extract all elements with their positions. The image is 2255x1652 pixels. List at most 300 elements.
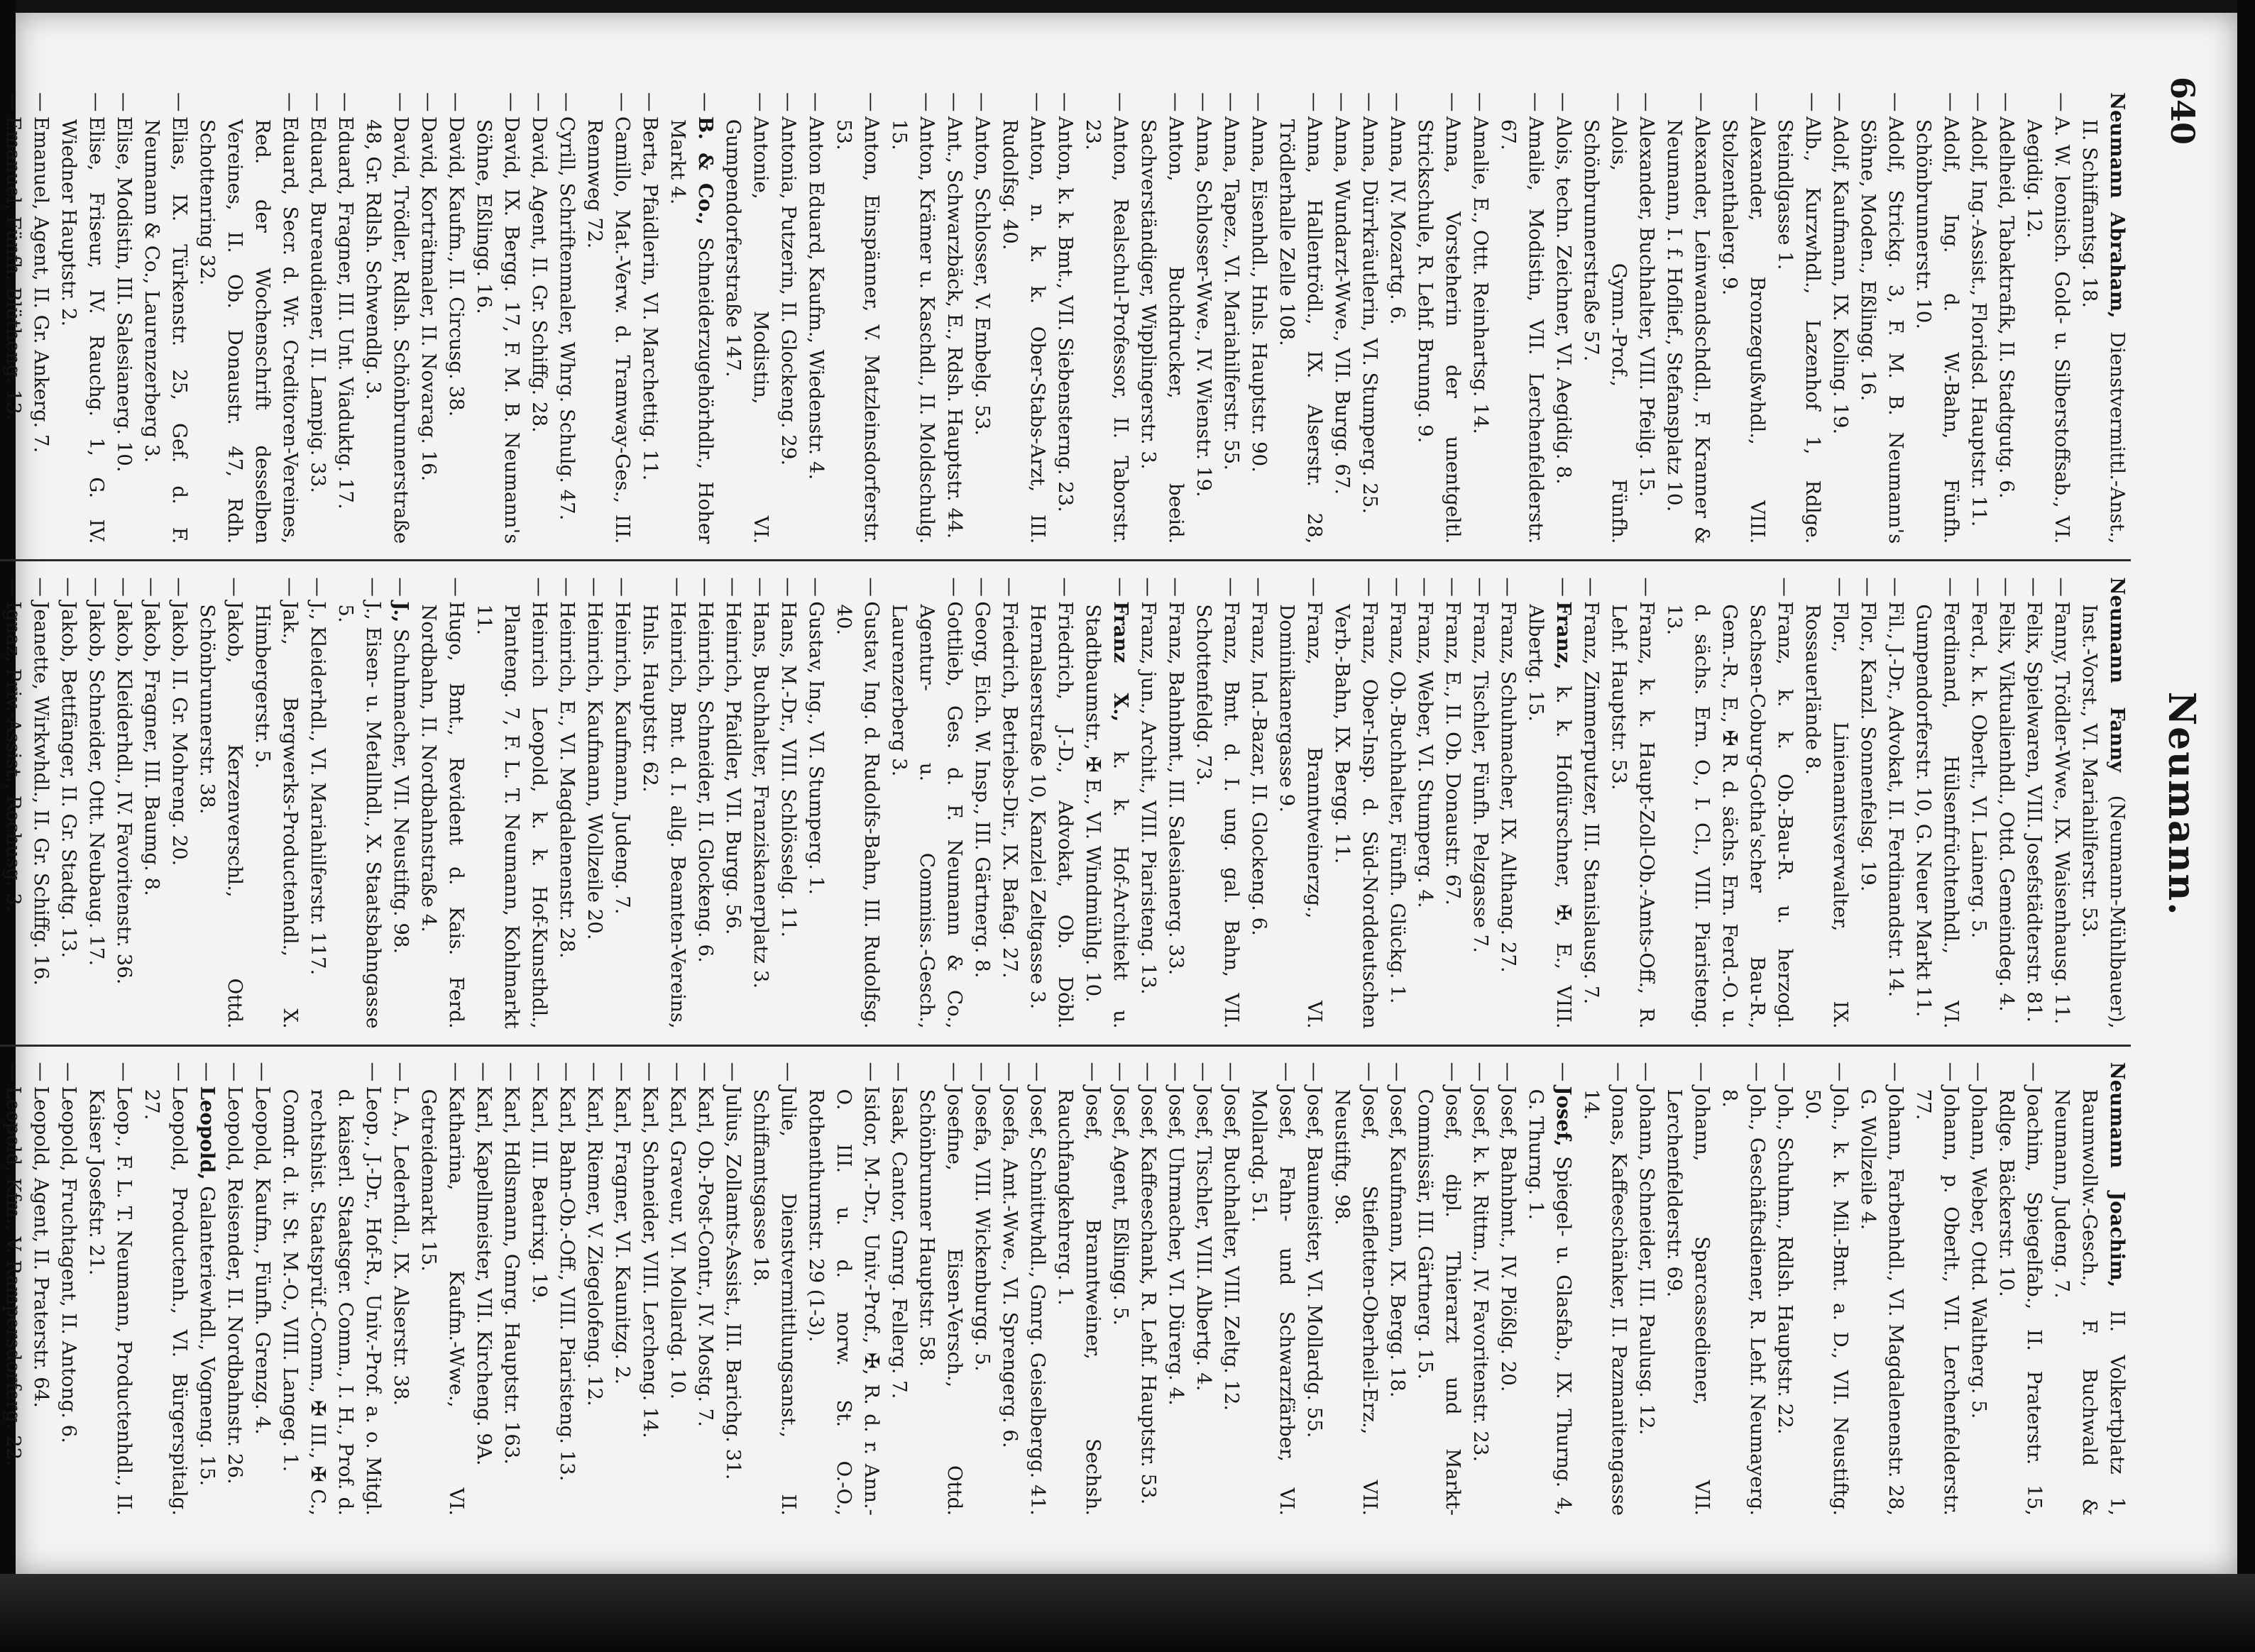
entry-details: Riemer, V. Ziegelofeng. 12. — [583, 1140, 606, 1406]
entry-details: jun., Archit., VIII. Piaristeng. 13. — [1137, 671, 1160, 995]
directory-entry — [1522, 1062, 1577, 1516]
entry-details: k. k. Haupt-Zoll-Ob.-Amts-Off., R. Lehf. Hauptstr. 53. — [1608, 604, 1658, 1029]
entry-name: Joh., — [1746, 1086, 1769, 1131]
directory-entry — [996, 92, 1051, 544]
entry-details: Schlosser-Wwe., IV. Wienstr. 19. — [1192, 180, 1215, 497]
entry-dash: — — [777, 1062, 800, 1082]
entry-name: Josef, — [1497, 1086, 1520, 1140]
directory-entry — [1909, 577, 1965, 1028]
entry-details: techn. Zeichner, VI. Aegidig. 8. — [1552, 177, 1575, 485]
entry-name: Ant., — [943, 116, 966, 164]
directory-entry — [664, 92, 719, 544]
entry-dash: — — [1192, 1062, 1215, 1082]
entry-dash: — — [113, 1062, 136, 1082]
entry-dash: — — [390, 92, 412, 112]
entry-name: Leopold, — [224, 1086, 246, 1172]
entry-details: Kleiderhdl., VI. Mariahilferstr. 117. — [307, 626, 329, 976]
directory-entry — [1134, 577, 1162, 1028]
entry-name: Karl, — [556, 1086, 578, 1135]
entry-name: Franz, — [1303, 601, 1326, 665]
entry-name: Franz, — [1165, 601, 1187, 665]
entry-details: leonisch. Gold- u. Silberstoffsab., VI. Aegidig. 12. — [2023, 119, 2073, 544]
entry-name: Alexander, — [1746, 116, 1769, 221]
entry-dash: — — [1386, 1062, 1409, 1082]
entry-name: Emanuel, — [30, 116, 53, 210]
entry-dash: — — [1995, 92, 2018, 112]
entry-dash: — — [971, 577, 994, 597]
entry-dash: — — [1137, 1062, 1160, 1082]
entry-details: Fahn- und Schwarzfärber, VI. Mollardg. 51. — [1248, 1089, 1298, 1516]
directory-entry — [1411, 92, 1466, 544]
entry-dash: — — [1552, 92, 1575, 112]
entry-details: Schuhmacher, IX. Althang. 27. — [1497, 671, 1520, 973]
entry-details: Tabaktrafik, II. Stadtgutg. 6. — [1995, 216, 2018, 499]
entry-name: Franz, — [1386, 601, 1409, 665]
directory-entry — [304, 577, 331, 1028]
entry-dash: — — [2, 577, 25, 597]
directory-entry — [802, 92, 830, 544]
directory-entry — [1799, 1062, 1854, 1516]
entry-details: Reisender, II. Nordbahnstr. 26. — [224, 1177, 246, 1485]
entry-dash: — — [583, 577, 606, 597]
entry-name: Leopold, — [168, 1086, 191, 1172]
entry-name: Amalie, E., — [1469, 116, 1492, 224]
entry-dash: — — [999, 1062, 1021, 1082]
entry-name: Heinrich, — [556, 601, 578, 694]
entry-name: Adolf, — [1940, 116, 1963, 174]
entry-details: Fragner, III. Unt. Viaduktg. 17. — [334, 202, 357, 510]
entry-details: Kurzwhdl., Lazenhof 1, Rdlge. Steindlgasse 1. — [1774, 119, 1824, 544]
directory-column-3 — [0, 1047, 2131, 1531]
entry-details: Kaufm., Wiedenstr. 4. — [805, 266, 828, 480]
entry-details: k. k. Hof-Architekt u. Stadtbaumstr., ✠ E., VI. Windmühlg. 10. — [1082, 604, 1132, 1029]
entry-dash: — — [500, 92, 523, 112]
entry-details: Weber, VI. Stumperg. 4. — [1414, 671, 1437, 908]
entry-name: Jakob, — [224, 601, 246, 663]
entry-name: Isaak, — [888, 1086, 911, 1145]
directory-column-2 — [0, 561, 2131, 1046]
entry-dash: — — [1442, 92, 1464, 112]
entry-dash: — — [307, 92, 329, 112]
entry-details: dipl. Thierarzt und Markt-Commissär, III. Gärtnerg. 15. — [1414, 1089, 1464, 1516]
entry-dash: — — [611, 1062, 634, 1082]
directory-entry — [415, 1062, 470, 1516]
directory-columns — [2, 77, 2131, 1531]
entry-dash: — — [390, 577, 412, 597]
directory-entry — [968, 92, 996, 544]
entry-name: David, — [417, 116, 440, 180]
entry-dash: — — [971, 92, 994, 112]
entry-details: Kerzenverschl., Ottd. Schönbrunnerstr. 38. — [196, 604, 246, 1029]
directory-entry — [0, 92, 27, 544]
entry-dash: — — [694, 92, 717, 112]
directory-entry — [747, 1062, 802, 1516]
entry-dash: — — [1303, 1062, 1326, 1082]
directory-entry — [1549, 92, 1577, 544]
entry-dash: — — [1552, 1062, 1575, 1082]
directory-entry — [525, 1062, 553, 1516]
entry-name: Adolf, — [1829, 116, 1852, 174]
entry-dash: — — [611, 92, 634, 112]
entry-details: Ing. d. W.-Bahn, Fünfh. Schönbrunnerstr. 10. — [1912, 119, 1963, 544]
entry-dash: — — [1165, 92, 1187, 112]
entry-details: Mat.-Verw. d. Tramway-Ges., III. Rennweg 72. — [583, 119, 634, 544]
entry-dash: — — [1082, 1062, 1104, 1082]
entry-dash: — — [860, 1062, 883, 1082]
entry-name: Josef, — [1026, 1086, 1049, 1140]
entry-name: Josefa, — [971, 1086, 994, 1152]
entry-name: Karl, — [666, 1086, 689, 1135]
directory-entry — [27, 92, 55, 544]
entry-name: Franz, — [1552, 601, 1575, 670]
directory-entry — [636, 577, 691, 1028]
entry-dash: — — [1829, 1062, 1852, 1082]
entry-name: Alois, — [1552, 116, 1575, 171]
entry-name: Anna, — [1192, 116, 1215, 174]
directory-entry — [498, 1062, 525, 1516]
directory-entry — [802, 577, 830, 1028]
directory-entry — [664, 1062, 691, 1516]
entry-details: Baumeister, VI. Mollardg. 55. — [1303, 1146, 1326, 1438]
directory-entry — [774, 577, 802, 1028]
entry-name: Franz, — [1414, 601, 1437, 665]
entry-dash: — — [971, 1062, 994, 1082]
entry-dash: — — [390, 1062, 412, 1082]
entry-name: Alois, — [1608, 116, 1630, 171]
entry-name: Camillo, — [611, 116, 634, 199]
entry-name: Karl, — [611, 1086, 634, 1135]
entry-details: Eich. W. Insp., III. Gärtnerg. 8. — [971, 674, 994, 979]
directory-entry — [1882, 577, 1909, 1028]
entry-dash: — — [694, 577, 717, 597]
entry-name: Franz, — [1469, 601, 1492, 665]
entry-name: Josef, — [1359, 1086, 1381, 1140]
directory-entry — [55, 92, 110, 544]
entry-details: Schneider, Ottt. Neubaug. 17. — [85, 669, 108, 967]
entry-details: Pfaidlerin, VI. Marchettig. 11. — [639, 183, 662, 481]
entry-name: Isidor, — [860, 1086, 883, 1148]
entry-details: Kleiderhdl., IV. Favoritenstr. 36. — [113, 669, 136, 985]
entry-name: Jakob, — [57, 601, 80, 663]
entry-dash: — — [1940, 577, 1963, 597]
directory-entry — [110, 577, 138, 1028]
entry-dash: — — [1303, 92, 1326, 112]
directory-entry — [1826, 92, 1854, 544]
entry-dash: — — [943, 1062, 966, 1082]
entry-dash: — — [1109, 1062, 1132, 1082]
entry-dash: — — [556, 1062, 578, 1082]
entry-dash: — — [777, 577, 800, 597]
entry-details: Putzerin, II. Glockeng. 29. — [777, 205, 800, 466]
entry-dash: — — [611, 577, 634, 597]
entry-name: Heinrich, — [611, 601, 634, 694]
entry-name: Josef, — [1137, 1086, 1160, 1140]
directory-entry — [1771, 1062, 1799, 1516]
entry-details: Friseur, IV. Rauchg. 1, G. IV. Wiedner Hauptstr. 2. — [57, 119, 108, 544]
entry-name: Julie, — [777, 1086, 800, 1137]
entry-name: Elise, — [113, 116, 136, 171]
entry-dash: — — [1109, 577, 1132, 597]
entry-details: Agent, II. Gr. Ankerg. 7. — [30, 216, 53, 453]
directory-entry — [1245, 92, 1273, 544]
entry-details: Modistin, III. Salesianerg. 10. — [113, 177, 136, 473]
entry-details: II. Volkertplatz 1, Baumwollw.-Gesch., F. Buchwald & Neumann, Judeng. 7. — [2051, 1089, 2129, 1516]
directory-entry — [1992, 1062, 2048, 1516]
entry-dash: — — [1857, 577, 1880, 597]
entry-details: Kanzl. Sonnenfelsg. 19. — [1857, 659, 1880, 892]
directory-entry — [774, 92, 802, 544]
entry-details: Agent, Eßlingg. 5. — [1109, 1146, 1132, 1326]
entry-dash: — — [57, 1062, 80, 1082]
entry-name: Franz, — [1580, 601, 1603, 665]
entry-details: p. Oberlt., VII. Lerchenfelderstr. 77. — [1912, 1089, 1963, 1516]
directory-entry — [1134, 1062, 1162, 1516]
entry-dash: — — [1442, 577, 1464, 597]
entry-dash: — — [1192, 92, 1215, 112]
directory-entry — [968, 1062, 996, 1516]
entry-details: Bergwerks-Productenhdl., X. Himbergerstr. 5. — [251, 604, 302, 1029]
entry-dash: — — [362, 1062, 385, 1082]
entry-details: Fünfh. Blütheng. 13. — [2, 216, 25, 421]
entry-dash: — — [1220, 577, 1243, 597]
directory-entry — [2020, 577, 2048, 1028]
entry-name: Gustav, — [860, 601, 883, 674]
entry-name: Anna, — [1442, 116, 1464, 174]
entry-name: Johann, — [1940, 1086, 1963, 1162]
entry-dash: — — [57, 577, 80, 597]
directory-entry — [1328, 577, 1383, 1028]
entry-dash: — — [556, 577, 578, 597]
directory-entry — [1577, 1062, 1633, 1516]
entry-name: Friedrich, — [1054, 601, 1077, 700]
entry-name: L. A., — [390, 1086, 412, 1138]
entry-name: Anna, — [1331, 116, 1354, 174]
entry-dash: — — [1884, 1062, 1907, 1082]
entry-dash: — — [1884, 92, 1907, 112]
entry-details: Bureaudiener, II. Lampig. 33. — [307, 202, 329, 493]
directory-entry — [553, 1062, 581, 1516]
directory-entry — [581, 577, 608, 1028]
directory-entry — [248, 1062, 276, 1516]
entry-dash: — — [251, 1062, 274, 1082]
entry-dash: — — [1968, 92, 1990, 112]
entry-name: B. & Co., — [694, 116, 717, 225]
entry-dash: — — [473, 1062, 495, 1082]
entry-name: Anton, — [1054, 116, 1077, 182]
directory-entry — [110, 92, 138, 544]
entry-dash: — — [1026, 92, 1049, 112]
entry-name: Jeanette, — [30, 601, 53, 690]
directory-entry — [1854, 92, 1909, 544]
entry-name: Jonas, — [1608, 1086, 1630, 1147]
entry-details: Bahn-Ob.-Off., VIII. Piaristeng. 13. — [556, 1140, 578, 1482]
directory-entry — [1522, 577, 1577, 1028]
entry-details: Eisen- u. Metallhdl., X. Staatsbahngasse 5. — [334, 604, 385, 1029]
directory-entry — [747, 577, 774, 1028]
directory-entry — [82, 1062, 138, 1516]
directory-entry — [1190, 577, 1245, 1028]
entry-name: Eduard, — [279, 116, 302, 196]
directory-entry — [885, 577, 968, 1028]
entry-details: E., II. Ob. Donaustr. 67. — [1442, 671, 1464, 905]
entry-details: Dienstvermittlungsanst., II. Schiffamtsgasse 18. — [750, 1089, 800, 1516]
entry-details: Ges. d. F. Neumann & Co., Agentur- u. Commiss.-Gesch., Laurenzerberg 3. — [888, 604, 966, 1029]
entry-dash: — — [556, 92, 578, 112]
entry-name: Josefine, — [943, 1086, 966, 1171]
entry-details: Cantor, Gmrg. Fellerg. 7. — [888, 1151, 911, 1399]
entry-dash: — — [528, 577, 551, 597]
scan-border-right — [2237, 0, 2255, 1652]
entry-details: Trödler, Rdlsh. Schönbrunnerstraße 48, Gr. Rdlsh. Schwendlg. 3. — [362, 119, 412, 544]
entry-name: Antonie, — [750, 116, 772, 199]
directory-entry — [1605, 577, 1660, 1028]
directory-entry — [1799, 577, 1854, 1028]
entry-name: Eduard, — [334, 116, 357, 196]
entry-dash: — — [805, 92, 828, 112]
entry-dash: — — [1054, 577, 1077, 597]
entry-details: Agent, II. Gr. Schiffg. 28. — [528, 185, 551, 433]
entry-name: Franz, — [1442, 601, 1464, 665]
entry-details: Linienamtsverwalter, IX. Rossauerlände 8. — [1801, 604, 1852, 1029]
entry-dash: — — [445, 577, 468, 597]
entry-details: M.-Dr., Univ.-Prof., ✠, R. d. r. Ann.-O. III. u. d. norw. St. O.-O., Rothenthurmstr. 29 (1-3). — [805, 1089, 883, 1516]
directory-entry — [2020, 92, 2075, 544]
entry-dash: — — [2023, 1062, 2046, 1082]
directory-entry — [1577, 577, 1605, 1028]
entry-dash: — — [1525, 92, 1547, 112]
entry-details: Gymn.-Prof., Fünfh. Schönbrunnerstraße 57. — [1580, 119, 1630, 544]
entry-name: Anna, — [1248, 116, 1271, 174]
entry-dash: — — [1774, 577, 1796, 597]
directory-entry — [1107, 1062, 1134, 1516]
entry-details: Betriebs-Dir., IX. Bafag. 27. — [999, 705, 1021, 979]
entry-details: Schneider, II. Glockeng. 6. — [694, 700, 717, 963]
entry-name: Adelheid, — [1995, 116, 2018, 210]
entry-details: Viktualienhdl., Ottd. Gemeindeg. 4. — [1995, 661, 2018, 1012]
entry-dash: — — [1442, 1062, 1464, 1082]
directory-entry — [691, 577, 719, 1028]
directory-entry — [1466, 1062, 1494, 1516]
entry-dash: — — [30, 1062, 53, 1082]
entry-details: Eisen-Versch., Ottd. Schönbrunner Hauptstr. 58. — [916, 1089, 966, 1516]
entry-name: Georg, — [971, 601, 994, 668]
entry-details: Bronzegußwhdl., VIII. Stolzenthalerg. 9. — [1718, 119, 1769, 544]
directory-entry — [221, 1062, 248, 1516]
entry-dash: — — [1829, 577, 1852, 597]
entry-dash: — — [1884, 577, 1907, 597]
entry-name: Jakob, — [168, 601, 191, 663]
directory-entry — [581, 92, 636, 544]
entry-dash: — — [888, 1062, 911, 1082]
entry-dash: — — [1635, 577, 1658, 597]
entry-details: VIII. Wickenburgg. 5. — [971, 1158, 994, 1372]
directory-entry — [1909, 1062, 1965, 1516]
entry-details: Kaufmann, Wollzeile 20. — [583, 700, 606, 940]
entry-name: Joh., — [1829, 1086, 1852, 1131]
entry-dash: — — [1359, 577, 1381, 597]
directory-entry — [442, 92, 470, 544]
entry-dash: — — [583, 1062, 606, 1082]
directory-column-1 — [0, 77, 2131, 561]
entry-name: Karl, — [694, 1086, 717, 1135]
directory-entry — [1217, 1062, 1245, 1516]
entry-details: Schwarzbäck, E., Rdsh. Hauptstr. 44. — [943, 169, 966, 539]
running-head: Neumann. — [2160, 691, 2203, 917]
entry-details: Strickg. 3, F. M. B. Neumann's Söhne, Moden., Eßlingg. 16. — [1857, 119, 1907, 544]
directory-entry — [27, 1062, 55, 1516]
directory-entry — [1965, 1062, 1992, 1516]
directory-entry — [996, 1062, 1024, 1516]
entry-name: Neumann Joachim, — [2106, 1062, 2129, 1288]
scan-border-bottom — [0, 1574, 2255, 1652]
entry-dash: — — [2023, 577, 2046, 597]
entry-details: Ind.-Bazar, II. Glockeng. 6. — [1248, 671, 1271, 936]
entry-name: David, — [445, 116, 468, 180]
entry-name: Joh., — [1774, 1086, 1796, 1131]
entry-dash: — — [999, 577, 1021, 597]
directory-entry — [1245, 1062, 1300, 1516]
entry-details: Kfm., V. Rampersdorferg. 22. — [2, 1177, 25, 1467]
entry-dash: — — [279, 92, 302, 112]
entry-name: Anna, — [1386, 116, 1409, 174]
entry-details: Bettfänger, II. Gr. Stadtg. 13. — [57, 669, 80, 958]
entry-dash: — — [2051, 577, 2073, 597]
entry-details: Wundarzt-Wwe., VII. Burgg. 67. — [1331, 180, 1354, 495]
entry-name: J., — [362, 601, 385, 620]
directory-entry — [1300, 1062, 1328, 1516]
entry-name: Anton, — [860, 116, 883, 182]
entry-name: Josef, — [1552, 1086, 1575, 1147]
directory-entry — [415, 92, 442, 544]
entry-name: Josef, — [1303, 1086, 1326, 1140]
directory-entry — [387, 1062, 415, 1516]
entry-dash: — — [1359, 92, 1381, 112]
entry-dash: — — [694, 1062, 717, 1082]
entry-name: Amalie, — [1525, 116, 1547, 191]
entry-details: k. k. Hoflürschner, ✠, E., VIII. Albertg. 15. — [1525, 604, 1575, 1029]
entry-details: Tapez., VI. Mariahilferstr. 55. — [1220, 180, 1243, 470]
entry-dash: — — [1580, 577, 1603, 597]
directory-entry — [1660, 577, 1799, 1028]
entry-name: Cyrill, — [556, 116, 578, 177]
directory-entry — [1328, 92, 1356, 544]
directory-entry — [304, 92, 331, 544]
entry-details: Ober-Insp. d. Süd-Norddeutschen Verb.-Bahn, IX. Bergg. 11. — [1331, 604, 1381, 1029]
entry-details: Bahnbmt., IV. Plößlg. 20. — [1497, 1146, 1520, 1392]
entry-details: Spielwaren, VIII. Josefstädterstr. 81. — [2023, 661, 2046, 1023]
entry-details: Spiegel- u. Glasfab., IX. Thurng. 4, G. Thurng. 1. — [1525, 1089, 1575, 1516]
entry-name: Neumann Fanny — [2106, 577, 2129, 773]
page-content-rotated — [2, 13, 2237, 1574]
entry-details: Kaufm., II. Circusg. 38. — [445, 185, 468, 417]
entry-details: Zollamts-Assist., III. Barichg. 31. — [722, 1154, 745, 1480]
entry-name: Jakob, — [113, 601, 136, 663]
entry-details: Vorsteherin der unentgeltl. Strickschule, R. Lehf. Brunng. 9. — [1414, 119, 1464, 544]
entry-dash: — — [1359, 1062, 1381, 1082]
entry-name: Ferd., — [1968, 601, 1990, 660]
entry-dash: — — [1746, 92, 1769, 112]
entry-name: Leopold, — [2, 1086, 25, 1172]
entry-name: Franz X., — [1109, 601, 1132, 722]
entry-details: Ing.-Assist., Floridsd. Hauptstr. 11. — [1968, 180, 1990, 527]
directory-entry — [1079, 92, 1134, 544]
directory-entry — [802, 1062, 885, 1516]
entry-dash: — — [1220, 92, 1243, 112]
entry-dash: — — [1386, 92, 1409, 112]
entry-dash: — — [2051, 92, 2073, 112]
entry-dash: — — [666, 577, 689, 597]
entry-name: Ferdinand, — [1940, 601, 1963, 709]
